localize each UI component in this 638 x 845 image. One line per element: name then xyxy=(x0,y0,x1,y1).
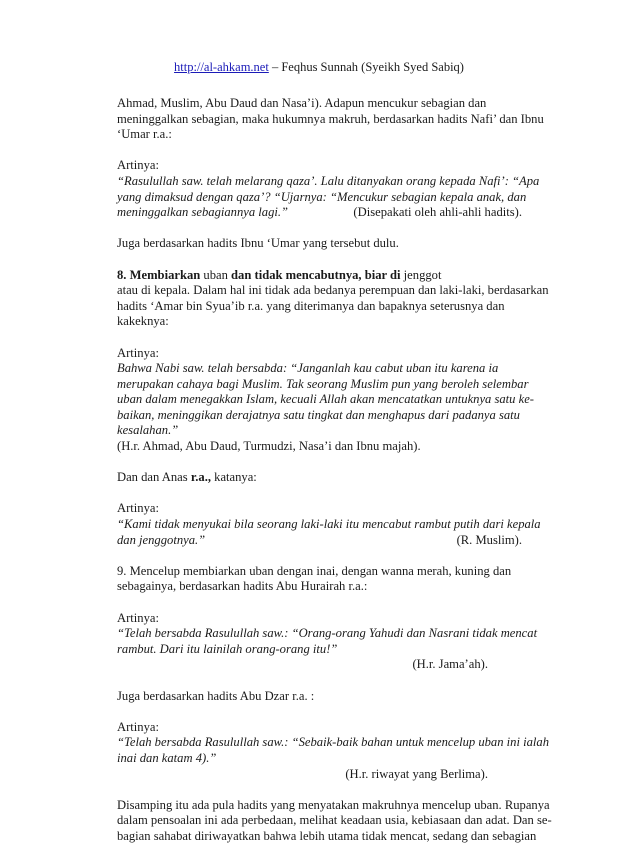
quote-line: inai dan katam 4).” xyxy=(117,750,217,765)
quote-line: rambut. Dari itu lainilah orang-orang itu!” xyxy=(117,641,338,656)
quote-line: meninggalkan sebagiannya lagi.” xyxy=(117,205,289,220)
quote-source: (H.r. Jama’ah). xyxy=(412,657,488,672)
body-line: hadits ‘Amar bin Syua’ib r.a. yang diterimanya dan bapaknya seterusnya dan xyxy=(117,298,505,313)
body-line: ‘Umar r.a.: xyxy=(117,127,172,142)
body-line: bagian sahabat diriwayatkan bahwa lebih utama tidak mencat, sedang dan sebagian xyxy=(117,828,537,843)
heading-bold-text: dan tidak mencabutnya, biar di xyxy=(231,267,401,282)
quote-line: dan jenggotnya.” xyxy=(117,532,206,547)
body-line: sebagainya, berdasarkan hadits Abu Hurairah r.a.: xyxy=(117,579,368,594)
quote-line: “Kami tidak menyukai bila seorang laki-laki itu mencabut rambut putih dari kepala xyxy=(117,517,541,532)
page-body xyxy=(117,96,552,845)
section-number: 8. Membiarkan xyxy=(117,267,201,282)
artinya-label: Artinya: xyxy=(117,719,159,734)
body-line: Ahmad, Muslim, Abu Daud dan Nasa’i). Adapun mencukur sebagian dan xyxy=(117,96,487,110)
body-line: atau di kepala. Dalam hal ini tidak ada bedanya perempuan dan laki-laki, berdasarkan xyxy=(117,283,549,298)
body-line: meninggalkan sebagian, maka hukumnya makruh, berdasarkan hadits Nafi’ dan Ibnu xyxy=(117,111,544,126)
quote-source-row xyxy=(117,533,522,549)
source-link[interactable]: http://al-ahkam.net xyxy=(174,60,269,74)
quote-line: merupakan cahaya bagi Muslim. Tak seorang Muslim pun yang beroleh selembar xyxy=(117,376,529,391)
inline-bold-text: r.a., xyxy=(190,470,211,485)
body-line xyxy=(117,470,522,486)
quote-line: kesalahan.” xyxy=(117,423,179,438)
header-title: – Feqhus Sunnah (Syeikh Syed Sabiq) xyxy=(268,60,464,74)
quote-line: yang dimaksud dengan qaza’? “Ujarnya: “Mencukur sebagian kepala anak, dan xyxy=(117,189,527,204)
quote-line: “Telah bersabda Rasulullah saw.: “Orang-orang Yahudi dan Nasrani tidak mencat xyxy=(117,626,538,641)
quote-source-row xyxy=(117,205,522,221)
inline-text: Dan dan Anas xyxy=(117,470,191,485)
quote-line: Bahwa Nabi saw. telah bersabda: “Janganlah kau cabut uban itu karena ia xyxy=(117,361,499,376)
body-line: Juga berdasarkan hadits Abu Dzar r.a. : xyxy=(117,688,315,703)
quote-source: (R. Muslim). xyxy=(456,532,522,547)
quote-line: baikan, meninggikan derajatnya satu tingkat dan menghapus dari padanya satu xyxy=(117,407,520,422)
artinya-label: Artinya: xyxy=(117,158,159,173)
artinya-label: Artinya: xyxy=(117,501,159,516)
heading-text: jenggot xyxy=(400,267,442,282)
heading-text: uban xyxy=(200,267,232,282)
body-line: kakeknya: xyxy=(117,314,169,329)
artinya-label: Artinya: xyxy=(117,345,159,360)
quote-line: “Rasulullah saw. telah melarang qaza’. Lalu ditanyakan orang kepada Nafi’: “Apa xyxy=(117,173,540,188)
section-8-heading xyxy=(117,268,522,284)
body-line: Disamping itu ada pula hadits yang menyatakan makruhnya mencelup uban. Rupanya xyxy=(117,797,550,812)
section-9-line: 9. Mencelup membiarkan uban dengan inai, dengan wanna merah, kuning dan xyxy=(117,563,512,578)
body-line: dalam pensoalan ini ada perbedaan, melihat keadaan usia, kebiasaan dan adat. Dan se- xyxy=(117,813,552,828)
body-line: Juga berdasarkan hadits Ibnu ‘Umar yang tersebut dulu. xyxy=(117,236,399,251)
artinya-label: Artinya: xyxy=(117,610,159,625)
page-header xyxy=(0,59,638,75)
quote-source-row xyxy=(117,767,522,783)
quote-source: (Disepakati oleh ahli-ahli hadits). xyxy=(353,205,522,220)
quote-line: uban dalam menegakkan Islam, kecuali Allah akan mencatatkan untuknya satu ke- xyxy=(117,392,535,407)
quote-line: “Telah bersabda Rasulullah saw.: “Sebaik-baik bahan untuk mencelup uban ini ialah xyxy=(117,735,550,750)
inline-text: katanya: xyxy=(211,470,257,485)
quote-source-row xyxy=(117,657,522,673)
quote-source: (H.r. Ahmad, Abu Daud, Turmudzi, Nasa’i dan Ibnu majah). xyxy=(117,439,421,454)
quote-source: (H.r. riwayat yang Berlima). xyxy=(345,766,488,781)
